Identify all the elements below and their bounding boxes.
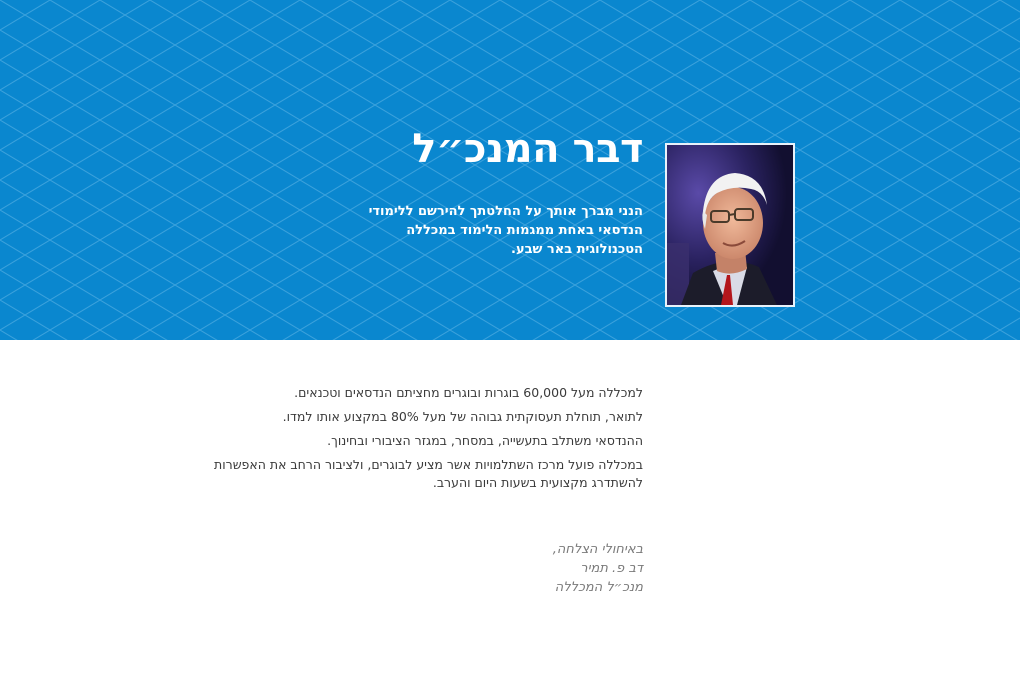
director-portrait-image	[667, 145, 793, 305]
message-body	[183, 384, 643, 498]
page-title: דבר המנכ״ל	[412, 126, 643, 172]
signature-greeting: באיחולי הצלחה,	[552, 542, 643, 557]
intro-text: הנני מברך אותך על החלטתך להירשם ללימודי הנדסאי באחת ממגמות הלימוד במכללה הטכנולוגית באר שבע.	[368, 204, 643, 257]
body-paragraph: למכללה מעל 60,000 בוגרות ובוגרים מחציתם הנדסאים וטכנאים.	[294, 385, 643, 400]
signature-role: מנכ״ל המכללה	[554, 580, 643, 595]
body-paragraph: ההנדסאי משתלב בתעשייה, במסחר, במגזר הציבורי ובחינוך.	[327, 433, 643, 448]
signature-name: דב פ. תמיר	[580, 561, 643, 576]
body-paragraph: לתואר, תוחלת תעסוקתית גבוהה של מעל 80% במקצוע אותו למדו.	[282, 409, 643, 424]
body-paragraph: במכללה פועל מרכז השתלמויות אשר מציע לבוגרים, ולציבור הרחב את האפשרות להשתדרג מקצועית בשעות היום והערב.	[214, 457, 643, 490]
director-portrait	[665, 143, 795, 307]
signature-block	[553, 540, 643, 597]
